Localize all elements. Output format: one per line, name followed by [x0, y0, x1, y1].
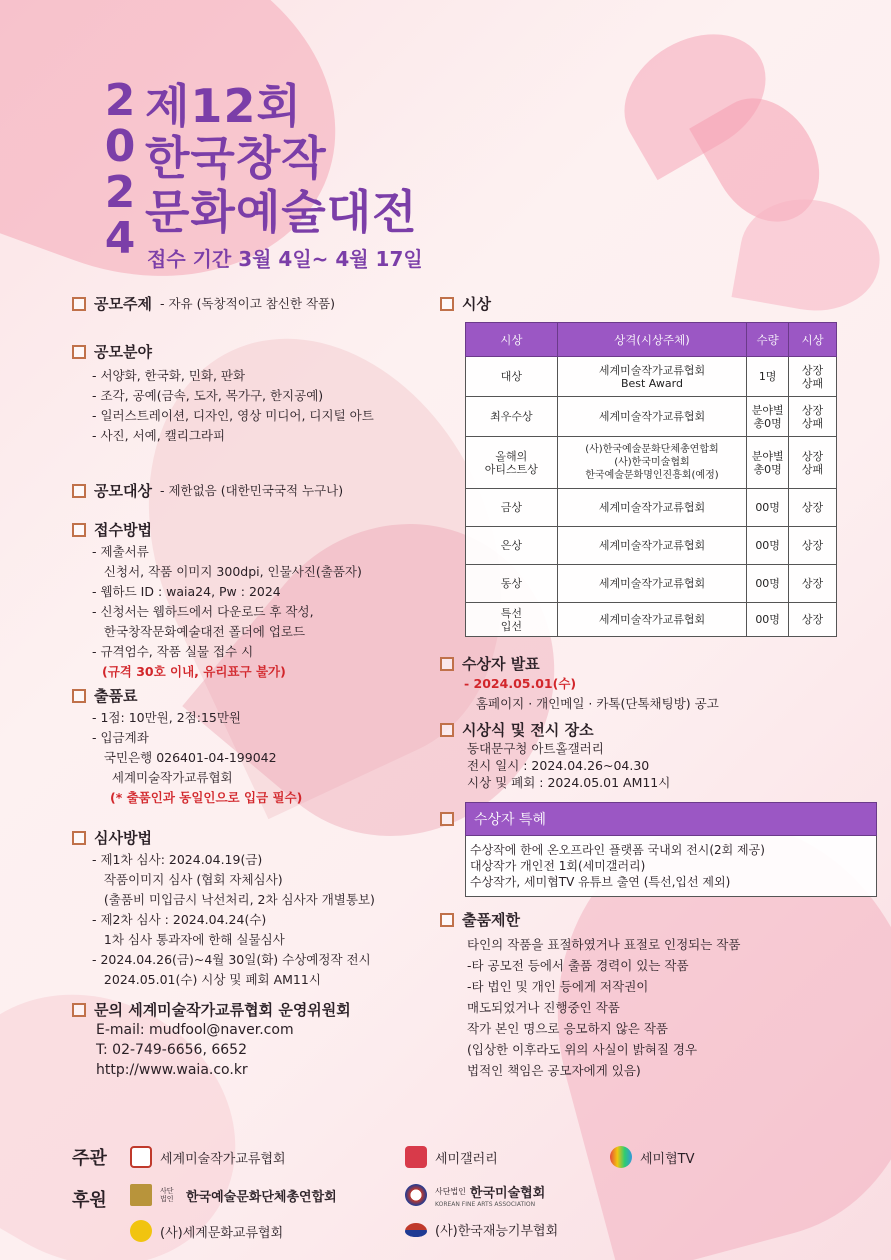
- table-row: [466, 565, 837, 603]
- text-line: 법적인 책임은 공모자에게 있음): [467, 1063, 641, 1078]
- table-cell: 특선 입선: [466, 603, 558, 637]
- text-line: -타 공모전 등에서 출품 경력이 있는 작품: [467, 958, 689, 973]
- text-line: - 웹하드 ID : waia24, Pw : 2024: [92, 584, 281, 599]
- text-line: (입상한 이후라도 위의 사실이 밝혀질 경우: [467, 1042, 698, 1057]
- section-heading: 심사방법: [94, 829, 152, 847]
- checkbox-icon: [72, 297, 86, 311]
- year-digit: 2: [104, 75, 136, 126]
- text-line: 홈페이지 · 개인메일 · 카톡(단톡채팅방) 공고: [464, 696, 719, 711]
- section-topic: [72, 294, 335, 314]
- host-tv: [610, 1146, 695, 1168]
- host-label: 주관: [72, 1148, 107, 1169]
- table-cell: 상장 상패: [789, 357, 837, 397]
- section-awards: [440, 294, 491, 314]
- checkbox-icon: [440, 913, 454, 927]
- table-cell: 상장 상패: [789, 397, 837, 437]
- table-cell: 세계미술작가교류협회: [557, 565, 746, 603]
- table-row: [466, 357, 837, 397]
- table-cell: (사)한국예술문화단체총연합회 (사)한국미술협회 한국예술문화명인진흥회(예정): [557, 437, 746, 489]
- text-line: - 제출서류: [92, 544, 149, 559]
- section-fields: [72, 342, 374, 446]
- section-heading: 접수방법: [94, 521, 152, 539]
- text-line: 국민은행 026401-04-199042: [92, 750, 277, 765]
- title-line-3: 문화예술대전: [145, 185, 418, 239]
- title-line-1: 제12회: [145, 79, 302, 133]
- text-line: 1차 심사 통과자에 한해 실물심사: [92, 932, 285, 947]
- text-line: - 1점: 10만원, 2점:15만원: [92, 710, 241, 725]
- text-line: 2024.05.01(수) 시상 및 폐회 AM11시: [92, 972, 321, 987]
- section-review: [72, 828, 375, 990]
- text-line: 수상작가, 세미협TV 유튜브 출연 (특선,입선 제외): [470, 875, 731, 889]
- text-line: - 제1차 심사: 2024.04.19(금): [92, 852, 263, 867]
- section-heading: 수상자 발표: [462, 655, 540, 673]
- text-line: (출품비 미입금시 낙선처리, 2차 심사자 개별통보): [92, 892, 375, 907]
- awards-table: [465, 322, 837, 637]
- table-cell: 상장: [789, 565, 837, 603]
- sponsor-prefix: 사단법인: [160, 1187, 174, 1203]
- table-cell: 금상: [466, 489, 558, 527]
- text-line: 한국창작문화예술대전 폴더에 업로드: [92, 624, 306, 639]
- section-fee: [72, 686, 302, 808]
- contact-website: http://www.waia.co.kr: [96, 1062, 248, 1078]
- checkbox-icon: [72, 831, 86, 845]
- text-line: - 입금계좌: [92, 730, 149, 745]
- contact-email: E-mail: mudfool@naver.com: [96, 1022, 294, 1038]
- text-line: 수상작에 한에 온오프라인 플랫폼 국내외 전시(2회 제공): [470, 843, 765, 857]
- host-name: 세계미술작가교류협회: [160, 1151, 286, 1167]
- sponsor-world-culture: [130, 1220, 283, 1242]
- text-line: -타 법인 및 개인 등에게 저작권이: [467, 979, 649, 994]
- checkbox-icon: [440, 723, 454, 737]
- table-row: [466, 489, 837, 527]
- checkbox-icon: [72, 484, 86, 498]
- table-cell: 상장: [789, 489, 837, 527]
- table-cell: 동상: [466, 565, 558, 603]
- column-header: 상격(시상주체): [557, 323, 746, 357]
- table-cell: 00명: [747, 603, 789, 637]
- benefit-box: [465, 802, 877, 897]
- announce-date: - 2024.05.01(수): [464, 676, 577, 691]
- table-cell: 세계미술작가교류협회: [557, 489, 746, 527]
- year-digit: 0: [104, 121, 136, 172]
- list-item: - 조각, 공예(금속, 도자, 목가구, 한지공예): [92, 388, 324, 403]
- section-heading: 공모대상: [94, 482, 152, 500]
- checkbox-icon: [72, 1003, 86, 1017]
- text-line: 작가 본인 명으로 응모하지 않은 작품: [467, 1021, 668, 1036]
- year-digit: 4: [104, 213, 136, 264]
- table-cell: 세계미술작가교류협회: [557, 603, 746, 637]
- table-cell: 분야별 총0명: [747, 397, 789, 437]
- list-item: - 사진, 서예, 캘리그라피: [92, 428, 226, 443]
- sponsor-label: 후원: [72, 1190, 107, 1211]
- table-cell: 올해의 아티스트상: [466, 437, 558, 489]
- host-name: 세미갤러리: [435, 1151, 498, 1167]
- world-culture-logo-icon: [130, 1220, 152, 1242]
- text-line: - 제2차 심사 : 2024.04.24(수): [92, 912, 267, 927]
- submission-period: 접수 기간 3월 4일~ 4월 17일: [147, 247, 423, 271]
- sponsor-name: 한국예술문화단체총연합회: [186, 1189, 337, 1205]
- text-line: 매도되었거나 진행중인 작품: [467, 1000, 620, 1015]
- text-line: - 신청서는 웹하드에서 다운로드 후 작성,: [92, 604, 314, 619]
- table-cell: 1명: [747, 357, 789, 397]
- section-heading: 시상: [462, 295, 491, 313]
- table-cell: 세계미술작가교류협회: [557, 397, 746, 437]
- sponsor-subtext: KOREAN FINE ARTS ASSOCIATION: [435, 1201, 536, 1208]
- kfaa-logo-icon: [405, 1184, 427, 1206]
- table-cell: 00명: [747, 565, 789, 603]
- table-cell: 상장: [789, 527, 837, 565]
- table-cell: 00명: [747, 527, 789, 565]
- table-row: [466, 397, 837, 437]
- warning-text: (규격 30호 이내, 유리표구 불가): [102, 664, 286, 679]
- table-cell: 대상: [466, 357, 558, 397]
- table-cell: 세계미술작가교류협회 Best Award: [557, 357, 746, 397]
- sponsor-kfaa: [405, 1182, 545, 1208]
- section-announce: [440, 654, 719, 714]
- table-cell: 상장 상패: [789, 437, 837, 489]
- section-method: [72, 520, 362, 682]
- table-header-row: [466, 323, 837, 357]
- petal-shape: [0, 942, 285, 1260]
- text-line: 타인의 작품을 표절하였거나 표절로 인정되는 작품: [467, 937, 741, 952]
- section-heading: 시상식 및 전시 장소: [462, 721, 594, 739]
- checkbox-icon: [440, 657, 454, 671]
- host-gallery: [405, 1146, 498, 1168]
- list-item: - 일러스트레이션, 디자인, 영상 미디어, 디지털 아트: [92, 408, 374, 423]
- semi-tv-logo-icon: [610, 1146, 632, 1168]
- checkbox-icon: [440, 812, 454, 826]
- benefit-heading: 수상자 특혜: [465, 802, 877, 836]
- section-heading: 공모주제: [94, 295, 152, 313]
- text-line: 시상 및 폐회 : 2024.05.01 AM11시: [467, 775, 671, 790]
- sponsor-prefix: 사단법인: [435, 1187, 466, 1196]
- section-restriction: [440, 910, 740, 1081]
- semi-gallery-logo-icon: [405, 1146, 427, 1168]
- section-target: [72, 481, 343, 501]
- section-note: - 자유 (독창적이고 참신한 작품): [159, 296, 336, 311]
- warning-text: (* 출품인과 동일인으로 입금 필수): [110, 790, 303, 805]
- table-cell: 상장: [789, 603, 837, 637]
- section-heading: 문의 세계미술작가교류협회 운영위원회: [94, 1001, 351, 1019]
- text-line: 작품이미지 심사 (협회 자체심사): [92, 872, 283, 887]
- table-row: [466, 437, 837, 489]
- column-header: 시상: [466, 323, 558, 357]
- table-row: [466, 603, 837, 637]
- table-cell: 분야별 총0명: [747, 437, 789, 489]
- section-heading: 출품제한: [462, 911, 520, 929]
- list-item: - 서양화, 한국화, 민화, 판화: [92, 368, 246, 383]
- text-line: 신청서, 작품 이미지 300dpi, 인물사진(출품자): [92, 564, 362, 579]
- talent-logo-icon: [405, 1223, 427, 1237]
- section-contact: [72, 1000, 351, 1080]
- sponsor-name: 한국미술협회: [469, 1186, 546, 1201]
- sponsor-name: (사)한국재능기부협회: [435, 1224, 559, 1239]
- contact-phone: T: 02-749-6656, 6652: [96, 1042, 247, 1058]
- title-line-2: 한국창작: [145, 131, 327, 185]
- text-line: 동대문구청 아트홀갤러리: [467, 741, 604, 756]
- year-vertical: [100, 75, 140, 264]
- section-ceremony: [440, 720, 670, 791]
- text-line: 대상작가 개인전 1회(세미갤러리): [470, 859, 646, 873]
- text-line: - 2024.04.26(금)~4월 30일(화) 수상예정작 전시: [92, 952, 371, 967]
- section-heading: 출품료: [94, 687, 138, 705]
- table-cell: 은상: [466, 527, 558, 565]
- column-header: 시상: [789, 323, 837, 357]
- checkbox-icon: [72, 523, 86, 537]
- text-line: 전시 일시 : 2024.04.26~04.30: [467, 758, 650, 773]
- table-cell: 00명: [747, 489, 789, 527]
- sponsor-name: (사)세계문화교류협회: [160, 1225, 284, 1241]
- checkbox-icon: [440, 297, 454, 311]
- section-heading: 공모분야: [94, 343, 152, 361]
- column-header: 수량: [747, 323, 789, 357]
- checkbox-icon: [72, 689, 86, 703]
- host-waia: [130, 1146, 286, 1168]
- table-cell: 최우수상: [466, 397, 558, 437]
- text-line: 세계미술작가교류협회: [92, 770, 233, 785]
- table-row: [466, 527, 837, 565]
- section-note: - 제한없음 (대한민국국적 누구나): [159, 483, 344, 498]
- table-cell: 세계미술작가교류협회: [557, 527, 746, 565]
- year-digit: 2: [104, 167, 136, 218]
- waia-logo-icon: [130, 1146, 152, 1168]
- faco-logo-icon: [130, 1184, 152, 1206]
- text-line: - 규격엄수, 작품 실물 접수 시: [92, 644, 254, 659]
- sponsor-talent: [405, 1220, 558, 1239]
- sponsor-faco: [130, 1184, 337, 1206]
- host-name: 세미협TV: [640, 1151, 695, 1167]
- checkbox-icon: [72, 345, 86, 359]
